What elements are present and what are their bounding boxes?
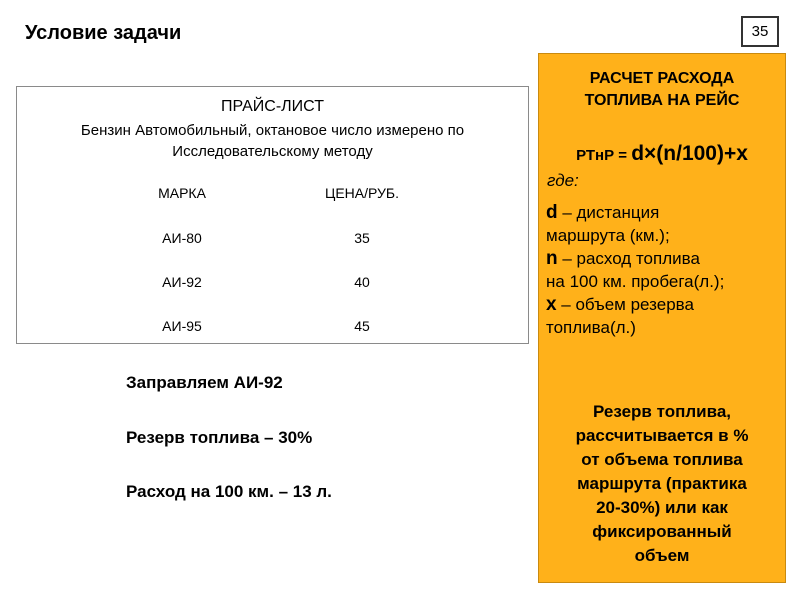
formula: [539, 142, 785, 166]
price-list-subtitle: [17, 120, 528, 162]
cell-brand: АИ-95: [162, 318, 202, 334]
page-number: 35: [741, 16, 779, 47]
condition-fuel-reserve: Резерв топлива – 30%: [126, 428, 313, 447]
definition-text: на 100 км. пробега(л.);: [546, 272, 725, 291]
definition-text: – расход топлива: [557, 249, 700, 268]
note-line: маршрута (практика: [577, 474, 747, 493]
price-list-title: ПРАЙС-ЛИСТ: [221, 98, 324, 115]
calc-title-line: РАСЧЕТ РАСХОДА: [589, 70, 735, 87]
note-line: 20-30%) или как: [596, 498, 728, 517]
formula-left: РТнР =: [576, 147, 632, 164]
calc-title: [539, 68, 785, 112]
note-line: Резерв топлива,: [592, 402, 732, 421]
note-line: объем: [634, 546, 690, 565]
variable-x: x: [546, 294, 557, 315]
where-label: где:: [547, 171, 579, 190]
formula-right: d×(n/100)+x: [631, 142, 748, 165]
variable-n: n: [546, 248, 558, 269]
definition-text: топлива(л.): [546, 318, 636, 337]
cell-brand: АИ-80: [162, 230, 202, 246]
cell-price: 45: [354, 318, 370, 334]
calc-box: [538, 53, 786, 583]
note-line: рассчитывается в %: [575, 426, 749, 445]
slide-title: Условие задачи: [25, 22, 182, 44]
price-list-subtitle-line: Бензин Автомобильный, октановое число измерено по: [80, 122, 465, 139]
reserve-note: [539, 400, 785, 568]
cell-price: 40: [354, 274, 370, 290]
condition-fuel-consumption: Расход на 100 км. – 13 л.: [126, 482, 332, 501]
definition-text: – дистанция: [557, 203, 660, 222]
definition-text: – объем резерва: [556, 295, 694, 314]
note-line: фиксированный: [592, 522, 732, 541]
condition-fuel-grade: Заправляем АИ-92: [126, 373, 283, 392]
definition-text: маршрута (км.);: [546, 226, 670, 245]
column-header-price: ЦЕНА/РУБ.: [324, 185, 400, 201]
column-header-brand: МАРКА: [158, 185, 206, 201]
variable-definitions: [546, 201, 784, 339]
price-list-box: [16, 86, 529, 344]
calc-title-line: ТОПЛИВА НА РЕЙС: [584, 92, 740, 109]
cell-brand: АИ-92: [162, 274, 202, 290]
price-list-subtitle-line: Исследовательскому методу: [172, 143, 373, 160]
note-line: от объема топлива: [581, 450, 743, 469]
variable-d: d: [546, 202, 558, 223]
cell-price: 35: [354, 230, 370, 246]
